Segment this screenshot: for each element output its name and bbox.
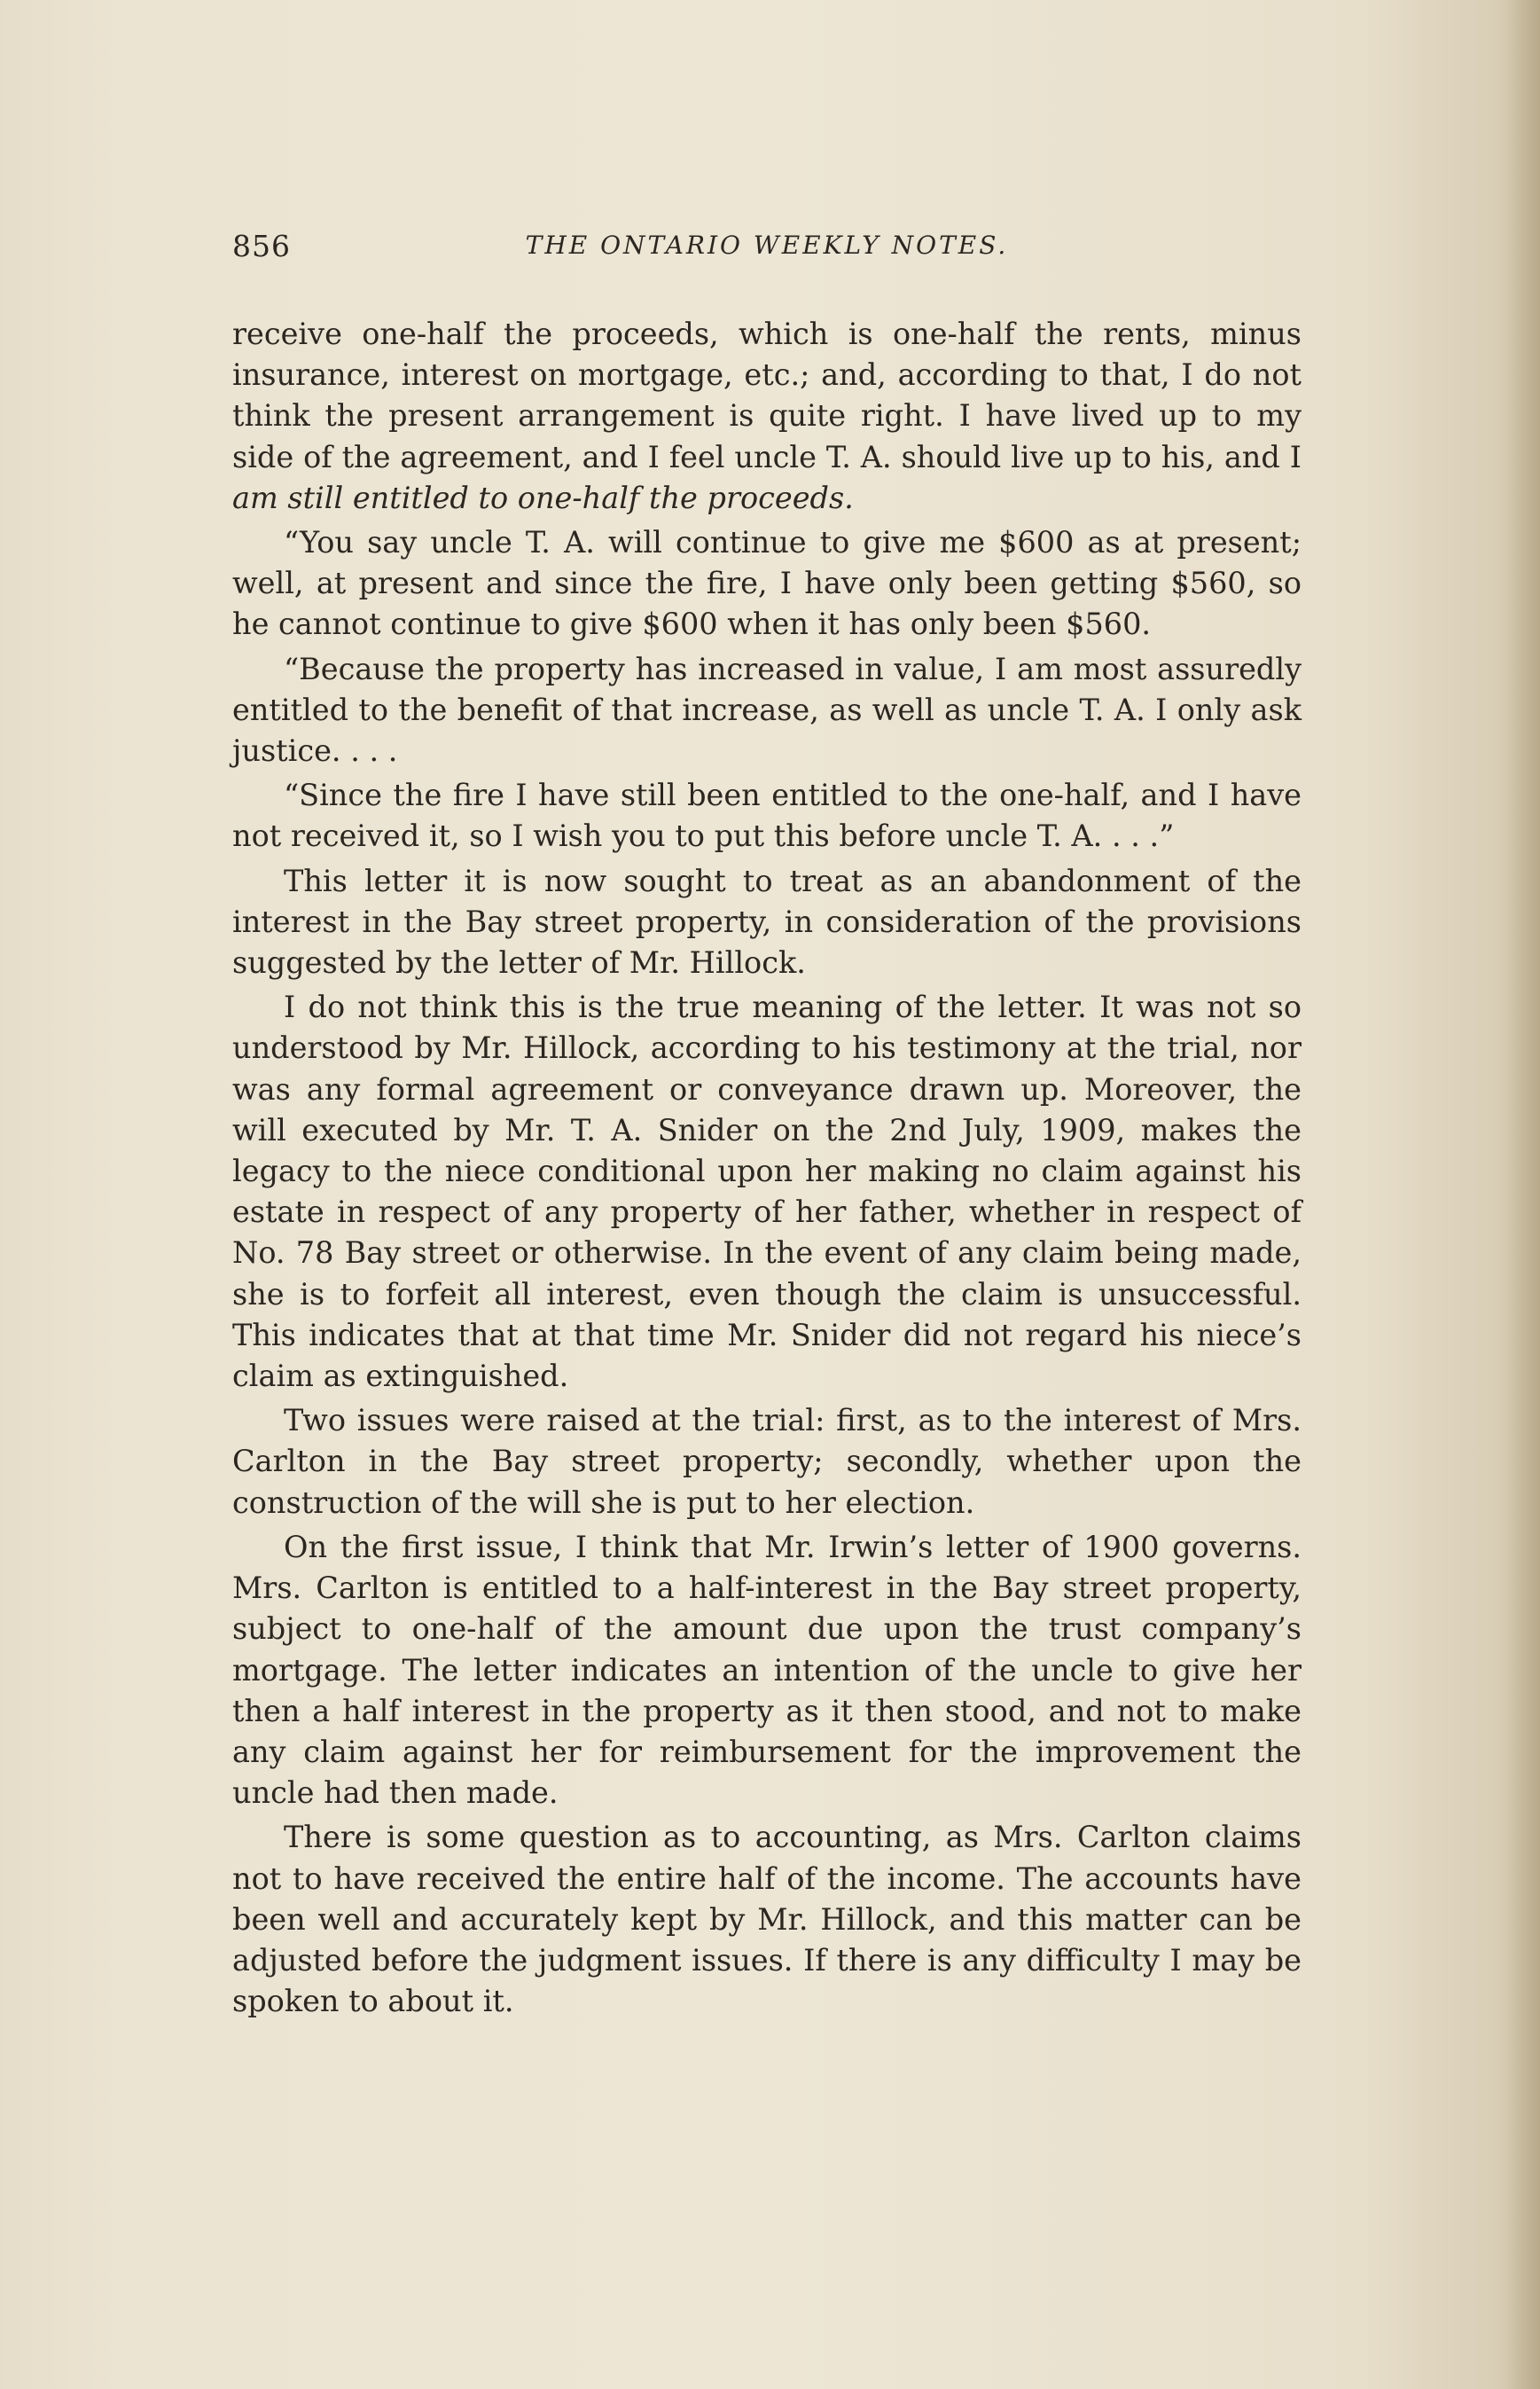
paragraph: “You say uncle T. A. will continue to give me $600 as at present; well, at present and since the fire, I have only been getting $560, so he cannot continue to give $600 when it has only been $560.: [232, 525, 1302, 642]
paragraph: [232, 314, 1302, 519]
paragraph: I do not think this is the true meaning of the letter. It was not so understood by Mr. Hillock, according to his testimony at the trial, nor was any formal agreement or conveyance drawn up. Moreover, the will executed by Mr. T. A. Snider on the 2nd July, 1909, makes the legacy to the niece conditional upon her making no claim against his estate in respect of any property of her father, whether in respect of No. 78 Bay street or otherwise. In the event of any claim being made, she is to forfeit all interest, even though the claim is unsuccessful. This indicates that at that time Mr. Snider did not regard his niece’s claim as extinguished.: [232, 990, 1302, 1394]
paragraph: Two issues were raised at the trial: first, as to the interest of Mrs. Carlton in the Bay street property; secondly, whether upon the construction of the will she is put to her election.: [232, 1403, 1302, 1520]
body-text: [232, 314, 1302, 2025]
page-edge-shadow: [1505, 0, 1540, 2389]
paragraph: This letter it is now sought to treat as an abandonment of the interest in the Bay street property, in consideration of the provisions suggested by the letter of Mr. Hillock.: [232, 863, 1302, 981]
paragraph: On the first issue, I think that Mr. Irwin’s letter of 1900 governs. Mrs. Carlton is entitled to a half-interest in the Bay street property, subject to one-half of the amount due upon the trust company’s mortgage. The letter indicates an intention of the uncle to give her then a half interest in the property as it then stood, and not to make any claim against her for reimbursement for the improvement the uncle had then made.: [232, 1529, 1302, 1811]
page-number: 856: [232, 229, 291, 263]
running-head: THE ONTARIO WEEKLY NOTES.: [525, 231, 1009, 260]
paragraph: “Since the fire I have still been entitled to the one-half, and I have not received it, so I wish you to put this before uncle T. A. . . .”: [232, 778, 1302, 854]
paragraph: There is some question as to accounting, as Mrs. Carlton claims not to have received the entire half of the income. The accounts have been well and accurately kept by Mr. Hillock, and this matter can be adjusted before the judgment issues. If there is any difficulty I may be spoken to about it.: [232, 1820, 1302, 2019]
page-header: [232, 229, 1302, 273]
italic-phrase: am still entitled to one-half the proceeds.: [232, 480, 854, 515]
paragraph-text: receive one-half the proceeds, which is one-half the rents, minus insurance, interest on mortgage, etc.; and, according to that, I do not think the present arrangement is quite right. I have lived up to my side of the agreement, and I feel uncle T. A. should live up to his, and I: [232, 317, 1302, 474]
paragraph: “Because the property has increased in value, I am most assuredly entitled to the benefit of that increase, as well as uncle T. A. I only ask justice. . . .: [232, 651, 1302, 769]
